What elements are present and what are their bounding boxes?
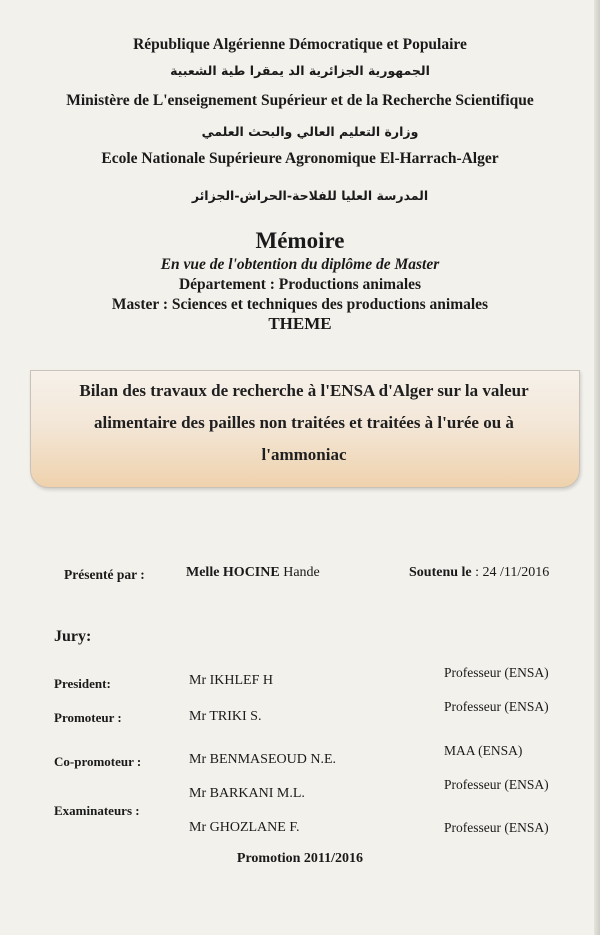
presented-by-label: Présenté par : (64, 567, 145, 582)
jury-name-promoteur: Mr TRIKI S. (189, 709, 262, 724)
theme-label: THEME (268, 314, 332, 333)
jury-title-president: Professeur (ENSA) (444, 665, 549, 680)
jury-name-examinateur-1: Mr BARKANI M.L. (189, 786, 305, 801)
defended-label: Soutenu le (409, 565, 472, 580)
theme-line-1: Bilan des travaux de recherche à l'ENSA d'Alger sur la valeur (79, 381, 529, 400)
jury-title-examinateur-1: Professeur (ENSA) (444, 777, 549, 792)
republic-french: République Algérienne Démocratique et Populaire (133, 36, 467, 53)
ministry-arabic: وزارة التعليم العالي والبحث العلمي (201, 124, 419, 139)
promotion: Promotion 2011/2016 (236, 851, 364, 866)
jury-role-copromoteur: Co-promoteur : (54, 754, 142, 769)
republic-arabic: الجمهورية الجزائرية الد يمقرا طية الشعبية (170, 63, 430, 78)
department: Département : Productions animales (178, 276, 422, 293)
jury-name-examinateur-2: Mr GHOZLANE F. (189, 820, 300, 835)
master-program: Master : Sciences et techniques des productions animales (111, 296, 489, 313)
student-name (186, 565, 320, 581)
jury-name-president: Mr IKHLEF H (189, 673, 273, 688)
student-firstname: Hande (283, 565, 320, 580)
defended-date: : 24 /11/2016 (475, 565, 550, 580)
jury-name-copromoteur: Mr BENMASEOUD N.E. (189, 752, 336, 767)
theme-line-3: l'ammoniac (261, 445, 347, 464)
jury-title-examinateur-2: Professeur (ENSA) (444, 820, 549, 835)
ministry-french: Ministère de L'enseignement Supérieur et de la Recherche Scientifique (66, 92, 534, 109)
jury-label: Jury: (54, 628, 92, 645)
jury-title-copromoteur: MAA (ENSA) (444, 743, 523, 758)
jury-role-president: President: (54, 676, 111, 691)
jury-title-promoteur: Professeur (ENSA) (444, 699, 549, 714)
theme-line-2: alimentaire des pailles non traitées et traitées à l'urée ou à (94, 413, 514, 432)
memoire-subtitle: En vue de l'obtention du diplôme de Master (160, 256, 440, 273)
school-french: Ecole Nationale Supérieure Agronomique El-Harrach-Alger (101, 150, 499, 167)
jury-role-promoteur: Promoteur : (54, 710, 122, 725)
page-edge-shadow (594, 0, 600, 935)
defense-info (409, 565, 549, 581)
memoire-title: Mémoire (255, 228, 345, 253)
school-arabic: المدرسة العليا للفلاحة-الحراش-الجزائر (191, 188, 429, 203)
jury-role-examinateurs: Examinateurs : (54, 803, 140, 818)
student-prefix: Melle HOCINE (186, 565, 280, 580)
